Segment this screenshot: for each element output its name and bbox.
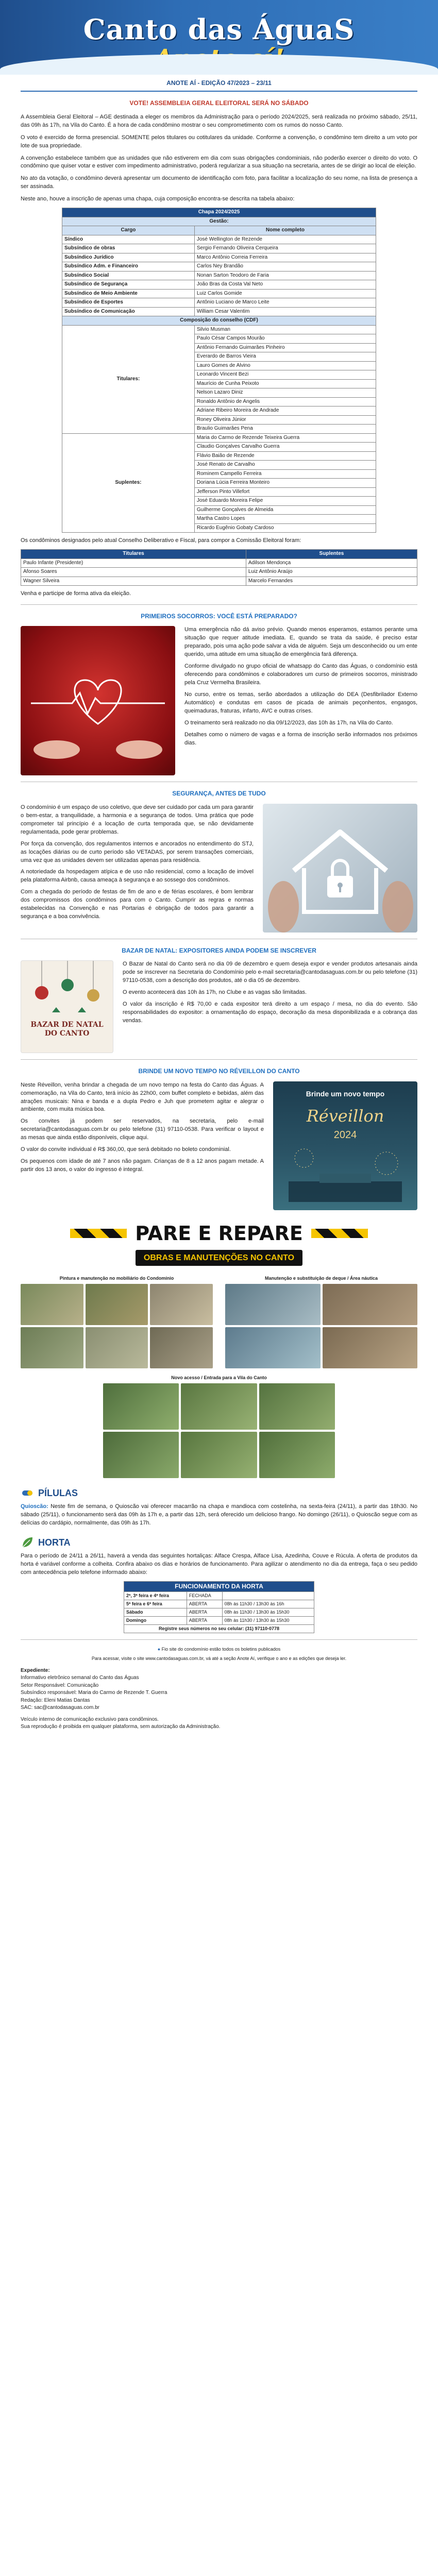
conselho-group-label: Titulares: xyxy=(62,325,195,433)
cargo-cell: Síndico xyxy=(62,235,195,244)
member-cell: Roney Oliveira Júnior xyxy=(194,415,376,425)
house-lock-icon xyxy=(263,804,417,933)
socorros-row xyxy=(21,626,417,775)
pilulas-title: PÍLULAS xyxy=(38,1488,78,1499)
comissao-table-wrap xyxy=(21,549,417,586)
reveillon-image-year: 2024 xyxy=(333,1129,357,1141)
obs-line-2: Sua reprodução é proibida em qualquer plataforma, sem autorização da Administração. xyxy=(21,1724,221,1730)
table-row xyxy=(62,289,376,298)
obras-grid-2 xyxy=(225,1284,417,1368)
member-cell: Leonardo Vincent Bezi xyxy=(194,370,376,380)
photo xyxy=(323,1327,418,1368)
reveillon-p3: O valor do convite individual é R$ 360,00, que será debitado no boleto condominial. xyxy=(21,1146,231,1153)
divider xyxy=(21,1059,417,1060)
seguranca-row xyxy=(21,804,417,933)
member-cell: Nelson Lazaro Diniz xyxy=(194,388,376,398)
member-cell: Everardo de Barros Vieira xyxy=(194,352,376,362)
table-row xyxy=(62,235,376,244)
chapa-col-nome: Nome completo xyxy=(194,226,376,235)
horta-hours-cell xyxy=(222,1592,314,1600)
horta-text: Para o período de 24/11 a 26/11, haverá a venda das seguintes hortaliças: Alface Crespa, Alface Lisa, Azedinha, Couve e Rúcula. A oferta de produtos da horta é variável conforme a colheita. Confira abaixo os dias e horários de funcionamento. Para agilizar o atendimento no dia da entrega, faça o seu pedido com antecedência pelo telefone informado abaixo: xyxy=(21,1553,417,1575)
comissao-col-suplentes: Suplentes xyxy=(246,550,417,559)
photo xyxy=(86,1327,148,1368)
cargo-cell: Subsíndico de Comunicação xyxy=(62,307,195,316)
first-aid-image xyxy=(21,626,175,775)
info-icon: ● xyxy=(157,1647,161,1652)
table-row xyxy=(62,298,376,308)
assembleia-p4: No ato da votação, o condômino deverá apresentar um documento de identificação com foto, para facilitar a localização do seu nome, na lista de presença a ser assinada. xyxy=(21,175,417,190)
obras-grid-1 xyxy=(21,1284,213,1368)
obras-group-2 xyxy=(225,1275,417,1368)
member-cell: Ronaldo Antônio de Angelis xyxy=(194,397,376,406)
member-cell: José Renato de Carvalho xyxy=(194,461,376,470)
seguranca-title: SEGURANÇA, ANTES DE TUDO xyxy=(172,790,266,798)
horta-header xyxy=(21,1536,417,1549)
assembleia-title: VOTE! ASSEMBLEIA GERAL ELEITORAL SERÁ NO SÁBADO xyxy=(129,99,309,107)
table-row xyxy=(21,568,417,577)
site-note-1 xyxy=(21,1646,417,1653)
member-cell: Guilherme Gonçalves de Almeida xyxy=(194,505,376,515)
assembleia-p1: A Assembleia Geral Eleitoral – AGE destinada a eleger os membros da Administração para o período 2024/2025, será realizada no próximo sábado, 25/11, das 09h às 17h, na Vila do Canto. É a hora de cada condômino mostrar o seu comprometimento com os rumos do nosso Canto. xyxy=(21,113,417,128)
photo xyxy=(103,1432,179,1478)
horta-table-wrap xyxy=(124,1581,314,1634)
natal-p2: O evento acontecerá das 10h às 17h, no Clube e as vagas são limitadas. xyxy=(123,989,307,996)
assembleia-p2: O voto é exercido de forma presencial. SOMENTE pelos titulares ou cotitulares da unidade. Conforme a convenção, o condômino tem direito a um voto por lote de sua propriedade. xyxy=(21,134,417,149)
table-row xyxy=(62,280,376,290)
expediente-line: Informativo eletrônico semanal do Canto das Águas xyxy=(21,1675,139,1681)
natal-p3: O valor da inscrição é R$ 70,00 e cada expositor terá direito a um espaço / mesa, no dia do evento. São responsabilidades do expositor: a ornamentação do espaço, decoração da mesa disponibilizada e a cobrança das vendas. xyxy=(123,1001,417,1024)
table-row xyxy=(62,244,376,253)
photo xyxy=(21,1284,83,1325)
titular-cell: Afonso Soares xyxy=(21,568,246,577)
chapa-title: Chapa 2024/2025 xyxy=(62,208,376,217)
seguranca-p4: Com a chegada do período de festas de fim de ano e de férias escolares, é bom lembrar dos compromissos dos condôminos para com o Canto. Cumprir as regras e normas estabelecidas na Convenção e nas Portarias é obrigação de todos para garantir a segurança e a boa convivência. xyxy=(21,889,254,920)
photo xyxy=(150,1284,213,1325)
nome-cell: Marco Antônio Correia Ferreira xyxy=(194,253,376,262)
expediente-line: SAC: sac@cantodasaguas.com.br xyxy=(21,1705,100,1711)
obs-line-1: Veículo interno de comunicação exclusivo para condôminos. xyxy=(21,1716,159,1722)
horta-status-cell: ABERTA xyxy=(187,1617,222,1625)
natal-row xyxy=(21,960,417,1053)
member-cell: Adriane Ribeiro Moreira de Andrade xyxy=(194,406,376,416)
seguranca-p1: O condomínio é um espaço de uso coletivo, que deve ser cuidado por cada um para garantir o bem-estar, a tranquilidade, a harmonia e a segurança de todos. Uma prática que pode comprometer tal princípio é a locação de curta temporada que, se não devidamente regulamentada, pode gerar problemas. xyxy=(21,804,254,835)
nome-cell: Sergio Fernando Oliveira Cerqueira xyxy=(194,244,376,253)
bazar-natal-image xyxy=(21,960,113,1053)
horta-table xyxy=(124,1581,314,1634)
hazard-stripe-left xyxy=(70,1229,127,1238)
member-cell: Flávio Baião de Rezende xyxy=(194,451,376,461)
reveillon-p4: Os pequenos com idade de até 7 anos não pagam. Crianças de 8 a 12 anos pagam metade. A partir dos 13 anos, o valor do ingresso é integral. xyxy=(21,1158,264,1173)
table-row xyxy=(124,1592,314,1600)
cargo-cell: Subsíndico de Segurança xyxy=(62,280,195,290)
reveillon-row xyxy=(21,1081,417,1210)
horta-phone: Registre seus números no seu celular: (31) 97110-0778 xyxy=(124,1625,314,1633)
nome-cell: Nonan Sarton Teodoro de Faria xyxy=(194,271,376,280)
reveillon-p1: Neste Réveillon, venha brindar a chegada de um novo tempo na festa do Canto das Águas. A comemoração, na Vila do Canto, terá início às 22h00, com buffet completo e bebidas, além das atrações musicais: Nina e banda e a dupla Pedro e Juh que prometem agitar e alegrar o ambiente, com muita música boa. xyxy=(21,1081,264,1113)
table-row xyxy=(124,1600,314,1608)
cargo-cell: Subsíndico de Meio Ambiente xyxy=(62,289,195,298)
socorros-title: PRIMEIROS SOCORROS: VOCÊ ESTÁ PREPARADO? xyxy=(141,613,297,620)
seguranca-p3: A notoriedade da hospedagem atípica e de uso não residencial, como a locação de imóvel pela plataforma Airbnb, causa ameaça à segurança e ao sossego dos condôminos. xyxy=(21,869,254,884)
cargo-cell: Subsíndico Jurídico xyxy=(62,253,195,262)
table-row xyxy=(62,262,376,272)
nome-cell: João Bras da Costa Val Neto xyxy=(194,280,376,290)
horta-status-cell: ABERTA xyxy=(187,1600,222,1608)
christmas-ornaments-icon xyxy=(21,961,113,1018)
horta-day-cell: 2ª, 3ª feira e 4ª feira xyxy=(124,1592,187,1600)
cargo-cell: Subsíndico Social xyxy=(62,271,195,280)
site-note-line1: Fio site do condomínio estão todos os boletins publicados xyxy=(161,1647,281,1652)
comissao-col-titulares: Titulares xyxy=(21,550,246,559)
reveillon-image xyxy=(273,1081,417,1210)
horta-rows xyxy=(124,1592,314,1625)
pill-icon xyxy=(21,1486,34,1500)
horta-status-cell: ABERTA xyxy=(187,1608,222,1617)
member-cell: Paulo César Campos Mourão xyxy=(194,334,376,344)
cargo-cell: Subsíndico Adm. e Financeiro xyxy=(62,262,195,272)
horta-day-cell: Domingo xyxy=(124,1617,187,1625)
photo xyxy=(225,1284,321,1325)
chapa-rows xyxy=(62,235,376,316)
pilulas-text xyxy=(21,1503,417,1528)
expediente-line: Subsíndico responsável: Maria do Carmo de Rezende T. Guerra xyxy=(21,1690,167,1696)
socorros-text xyxy=(184,626,417,775)
pare-repare-banner xyxy=(21,1217,417,1266)
header-banner xyxy=(0,0,438,75)
comissao-table xyxy=(21,549,417,586)
bazar-image-title: BAZAR DE NATAL DO CANTO xyxy=(30,1021,104,1038)
chapa-col-cargo: Cargo xyxy=(62,226,195,235)
assembleia-p5: Neste ano, houve a inscrição de apenas uma chapa, cuja composição encontra-se descrita na tabela abaixo: xyxy=(21,196,295,202)
nome-cell: Carlos Ney Brandão xyxy=(194,262,376,272)
obras-photos-row xyxy=(21,1275,417,1368)
obras-label-2: Manutenção e substituição de deque / Área náutica xyxy=(264,1275,378,1281)
cargo-cell: Subsíndico de Esportes xyxy=(62,298,195,308)
member-cell: Rominem Campello Ferreira xyxy=(194,469,376,479)
table-row xyxy=(62,433,376,443)
member-cell: Antônio Fernando Guimarães Pinheiro xyxy=(194,343,376,352)
chapa-table xyxy=(62,208,376,533)
suplente-cell: Adilson Mendonça xyxy=(246,558,417,568)
obras-label-1: Pintura e manutenção no mobiliário do Condomínio xyxy=(59,1275,174,1281)
assembleia-p3: A convenção estabelece também que as unidades que não estiverem em dia com suas obrigações condominiais, não poderão exercer o direito do voto. O condômino que quiser votar e estiver com impedimento administrativo, poderá regularizar a sua situação na secretaria, antes de se dirigir ao local de eleição. xyxy=(21,155,417,170)
photo xyxy=(259,1432,335,1478)
photo xyxy=(225,1327,321,1368)
table-row xyxy=(62,325,376,334)
comissao-rows xyxy=(21,558,417,586)
obras-group-3 xyxy=(103,1375,335,1478)
conselho-group-label: Suplentes: xyxy=(62,433,195,533)
assembleia-p6: Os condôminos designados pelo atual Conselho Deliberativo e Fiscal, para compor a Comissão Eleitoral foram: xyxy=(21,537,301,544)
leaf-icon xyxy=(21,1536,34,1549)
table-row xyxy=(21,577,417,586)
member-cell: Ricardo Eugênio Gobaty Cardoso xyxy=(194,523,376,533)
nome-cell: José Wellington de Rezende xyxy=(194,235,376,244)
photo xyxy=(259,1383,335,1430)
seguranca-p2: Por força da convenção, dos regulamentos internos e ancorados no entendimento do STJ, as locações diárias ou de curto período são VETADAS, por serem transações comerciais, uma vez que as unidades devem ser utilizadas apenas para residência. xyxy=(21,840,254,863)
obras-grid-3 xyxy=(103,1383,335,1478)
horta-hours-cell: 08h às 11h30 / 13h30 às 15h30 xyxy=(222,1608,314,1617)
horta-day-cell: 5ª feira e 6ª feira xyxy=(124,1600,187,1608)
chapa-table-wrap xyxy=(62,208,376,533)
member-cell: Silvio Musman xyxy=(194,325,376,334)
reveillon-image-title: Brinde um novo tempo xyxy=(306,1089,385,1098)
nome-cell: Antônio Luciano de Marco Leite xyxy=(194,298,376,308)
expediente-line: Redação: Eleni Matias Dantas xyxy=(21,1697,90,1703)
photo xyxy=(21,1327,83,1368)
obras-group-1 xyxy=(21,1275,213,1368)
chapa-gestao: Gestão: xyxy=(62,217,376,226)
reveillon-text xyxy=(21,1081,264,1210)
assembleia-p7: Venha e participe de forma ativa da eleição. xyxy=(21,590,131,597)
horta-hours-cell: 08h às 11h30 / 13h30 às 15h30 xyxy=(222,1617,314,1625)
suplente-cell: Marcelo Fernandes xyxy=(246,577,417,586)
member-cell: Jefferson Pinto Villefort xyxy=(194,487,376,497)
seguranca-text xyxy=(21,804,254,933)
photo xyxy=(181,1432,257,1478)
photo xyxy=(103,1383,179,1430)
quioscao-text: Neste fim de semana, o Quioscão vai oferecer macarrão na chapa e mandioca com costelinha, na sexta-feira (24/11), a partir das 18h30. No sábado (25/11), o funcionamento será das 09h às 17h e, a partir das 12h, será oferecido um delicioso frango. No domingo (26/11), o Quioscão segue com as delícias do cardápio, normalmente, das 09h às 17h. xyxy=(21,1503,417,1526)
pare-repare-subtitle: OBRAS E MANUTENÇÕES NO CANTO xyxy=(136,1250,302,1266)
member-cell: José Eduardo Moreira Felipe xyxy=(194,497,376,506)
horta-day-cell: Sábado xyxy=(124,1608,187,1617)
expediente xyxy=(21,1667,417,1731)
socorros-p4: O treinamento será realizado no dia 09/12/2023, das 10h às 17h, na Vila do Canto. xyxy=(184,719,393,726)
table-row xyxy=(124,1617,314,1625)
photo xyxy=(150,1327,213,1368)
member-cell: Claudio Gonçalves Carvalho Guerra xyxy=(194,443,376,452)
reveillon-title: BRINDE UM NOVO TEMPO NO RÉVEILLON DO CANTO xyxy=(138,1067,300,1075)
natal-text xyxy=(123,960,417,1053)
expediente-title: Expediente: xyxy=(21,1667,50,1673)
pilulas-header xyxy=(21,1486,417,1500)
quioscao-lead: Quioscão: xyxy=(21,1503,48,1510)
brand-title: Canto das ÁguaS xyxy=(83,13,355,46)
natal-p1: O Bazar de Natal do Canto será no dia 09 de dezembro e quem deseja expor e vender produtos artesanais ainda pode se inscrever na Secretaria do Condomínio pelo e-mail secretaria@cantodasaguas.com.br ou pelo telefone (31) 97110-0538, com a descrição dos produtos, até o dia 05 de dezembro. xyxy=(123,961,417,984)
fireworks-icon xyxy=(273,1143,417,1205)
member-cell: Braulio Guimarães Pena xyxy=(194,425,376,434)
photo xyxy=(181,1383,257,1430)
horta-status-cell: FECHADA xyxy=(187,1592,222,1600)
obras-label-3: Novo acesso / Entrada para a Vila do Canto xyxy=(171,1375,267,1380)
horta-hours-cell: 08h às 11h30 / 13h30 às 16h xyxy=(222,1600,314,1608)
photo xyxy=(323,1284,418,1325)
conselho-rows xyxy=(62,325,376,533)
security-image xyxy=(263,804,417,933)
suplente-cell: Luiz Antônio Araújo xyxy=(246,568,417,577)
natal-title: BAZAR DE NATAL: EXPOSITORES AINDA PODEM SE INSCREVER xyxy=(122,946,316,954)
socorros-p2: Conforme divulgado no grupo oficial de whatsapp do Canto das Águas, o condomínio está oferecendo para condôminos e colaboradores um curso de primeiros socorros, ministrado pela Cruz Vermelha Brasileira. xyxy=(184,663,417,686)
heartbeat-heart-icon xyxy=(21,626,175,775)
reveillon-image-script: Réveillon xyxy=(306,1106,384,1126)
horta-table-title: FUNCIONAMENTO DA HORTA xyxy=(124,1581,314,1591)
table-row xyxy=(21,558,417,568)
hazard-stripe-right xyxy=(311,1229,368,1238)
member-cell: Martha Castro Lopes xyxy=(194,515,376,524)
pare-repare-title: PARE E REPARE xyxy=(135,1222,303,1245)
socorros-p3: No curso, entre os temas, serão abordados a utilização do DEA (Desfibrilador Externo Automático) e condutas em casos de picada de animais peçonhentos, engasgos, queimaduras, fraturas, infarto, AVC e outras crises. xyxy=(184,691,417,714)
site-note-line2: Para acessar, visite o site www.cantodasaguas.com.br, vá até a seção Anote Aí, verifique o ano e as edições que deseja ler. xyxy=(91,1655,347,1661)
member-cell: Doriana Lúcia Ferreira Monteiro xyxy=(194,479,376,488)
divider xyxy=(21,1639,417,1640)
table-row xyxy=(62,271,376,280)
edition-line: ANOTE AÍ - EDIÇÃO 47/2023 – 23/11 xyxy=(21,75,417,92)
reveillon-p2: Os convites já podem ser reservados, na secretaria, pelo e-mail secretaria@cantodasaguas.com.br ou pelo telefone (31) 97110-0538. Para verificar o layout e as mesas que ainda estão disponíveis, clique aqui. xyxy=(21,1118,264,1141)
member-cell: Maria do Carmo de Rezende Teixeira Guerra xyxy=(194,433,376,443)
divider xyxy=(21,604,417,605)
conselho-title: Composição do conselho (CDF) xyxy=(62,316,376,326)
titular-cell: Paulo Infante (Presidente) xyxy=(21,558,246,568)
table-row xyxy=(62,307,376,316)
table-row xyxy=(62,253,376,262)
member-cell: Lauro Gomes de Alvino xyxy=(194,361,376,370)
horta-title: HORTA xyxy=(38,1537,71,1548)
socorros-p1: Uma emergência não dá aviso prévio. Quando menos esperamos, estamos perante uma situação que requer atitude imediata. E, quando se trata da saúde, é preciso estar preparado, pois uma ação pode salvar a vida de alguém. Seja um desconhecido ou um ente querido, uma atitude em uma situação de emergência fará diferença. xyxy=(184,626,417,658)
titular-cell: Wagner Silveira xyxy=(21,577,246,586)
cargo-cell: Subsíndico de obras xyxy=(62,244,195,253)
nome-cell: Luiz Carlos Gomide xyxy=(194,289,376,298)
photo xyxy=(86,1284,148,1325)
socorros-p5: Detalhes como o número de vagas e a forma de inscrição serão informados nos próximos dias. xyxy=(184,731,417,746)
expediente-line: Setor Responsável: Comunicação xyxy=(21,1682,99,1688)
member-cell: Maurício de Cunha Peixoto xyxy=(194,379,376,388)
nome-cell: William Cesar Valentim xyxy=(194,307,376,316)
table-row xyxy=(124,1608,314,1617)
